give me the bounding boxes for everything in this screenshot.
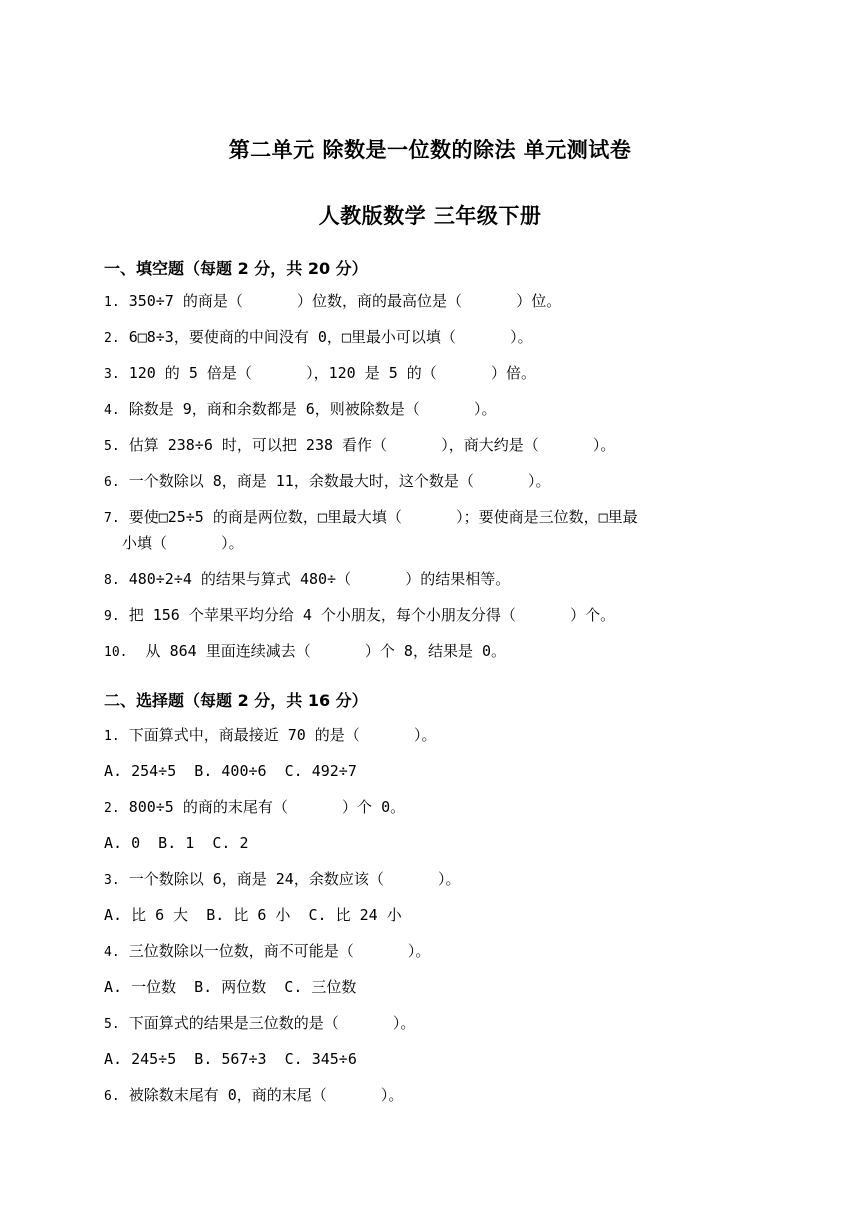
question-6 <box>104 470 754 494</box>
choice-question-3 <box>104 868 754 892</box>
page-subtitle: 人教版数学 三年级下册 <box>318 204 542 228</box>
question-text: 一个数除以 6，商是 24，余数应该（ ）。 <box>128 870 461 888</box>
choice-question-6 <box>104 1084 754 1108</box>
choice-options-1: A. 254÷5 B. 400÷6 C. 492÷7 <box>104 762 357 780</box>
choice-options-2: A. 0 B. 1 C. 2 <box>104 834 249 852</box>
question-number: 9. <box>104 609 120 624</box>
section-heading-multiple-choice: 二、选择题（每题 2 分，共 16 分） <box>104 691 368 710</box>
choice-options-4: A. 一位数 B. 两位数 C. 三位数 <box>104 978 357 996</box>
question-number: 8. <box>104 573 120 588</box>
question-number: 2. <box>104 331 120 346</box>
question-number: 5. <box>104 439 120 454</box>
choice-options-3: A. 比 6 大 B. 比 6 小 C. 比 24 小 <box>104 906 402 924</box>
section-heading-fill-in: 一、填空题（每题 2 分，共 20 分） <box>104 259 368 278</box>
choice-question-2 <box>104 796 754 820</box>
question-text: 800÷5 的商的末尾有（ ）个 0。 <box>128 798 406 816</box>
question-text: 120 的 5 倍是（ ），120 是 5 的（ ）倍。 <box>128 364 536 382</box>
choice-options-5: A. 245÷5 B. 567÷3 C. 345÷6 <box>104 1050 357 1068</box>
question-9 <box>104 604 754 628</box>
question-text: 下面算式的结果是三位数的是（ ）。 <box>128 1014 416 1032</box>
question-text: 从 864 里面连续减去（ ）个 8，结果是 0。 <box>136 642 507 660</box>
question-text: 三位数除以一位数，商不可能是（ ）。 <box>128 942 431 960</box>
question-number: 3. <box>104 367 120 382</box>
question-number: 2. <box>104 801 120 816</box>
question-number: 4. <box>104 945 120 960</box>
question-number: 5. <box>104 1017 120 1032</box>
question-number: 10. <box>104 645 128 660</box>
question-number: 1. <box>104 295 120 310</box>
question-text: 350÷7 的商是（ ）位数，商的最高位是（ ）位。 <box>128 292 562 310</box>
question-text: 除数是 9，商和余数都是 6，则被除数是（ ）。 <box>128 400 497 418</box>
choice-question-1 <box>104 724 754 748</box>
question-number: 3. <box>104 873 120 888</box>
question-10 <box>104 640 754 664</box>
choice-question-4 <box>104 940 754 964</box>
choice-question-5 <box>104 1012 754 1036</box>
question-4 <box>104 398 754 422</box>
question-number: 6. <box>104 1089 120 1104</box>
question-number: 1. <box>104 729 120 744</box>
question-text: 480÷2÷4 的结果与算式 480÷（ ）的结果相等。 <box>128 570 511 588</box>
question-text: 把 156 个苹果平均分给 4 个小朋友，每个小朋友分得（ ）个。 <box>128 606 616 624</box>
question-text: 被除数末尾有 0，商的末尾（ ）。 <box>128 1086 404 1104</box>
question-text: 要使□25÷5 的商是两位数，□里最大填（ ）；要使商是三位数，□里最 <box>128 508 638 526</box>
question-text: 6□8÷3，要使商的中间没有 0，□里最小可以填（ ）。 <box>128 328 533 346</box>
question-number: 4. <box>104 403 120 418</box>
question-number: 7. <box>104 511 120 526</box>
question-2 <box>104 326 754 350</box>
question-text: 估算 238÷6 时，可以把 238 看作（ ），商大约是（ ）。 <box>128 436 616 454</box>
question-5 <box>104 434 754 458</box>
question-7-continuation: 小填（ ）。 <box>122 534 244 552</box>
question-3 <box>104 362 754 386</box>
question-1 <box>104 290 754 314</box>
question-7 <box>104 506 754 530</box>
question-text: 下面算式中，商最接近 70 的是（ ）。 <box>128 726 437 744</box>
question-text: 一个数除以 8，商是 11，余数最大时，这个数是（ ）。 <box>128 472 551 490</box>
page-title: 第二单元 除数是一位数的除法 单元测试卷 <box>228 138 632 162</box>
question-8 <box>104 568 754 592</box>
question-number: 6. <box>104 475 120 490</box>
